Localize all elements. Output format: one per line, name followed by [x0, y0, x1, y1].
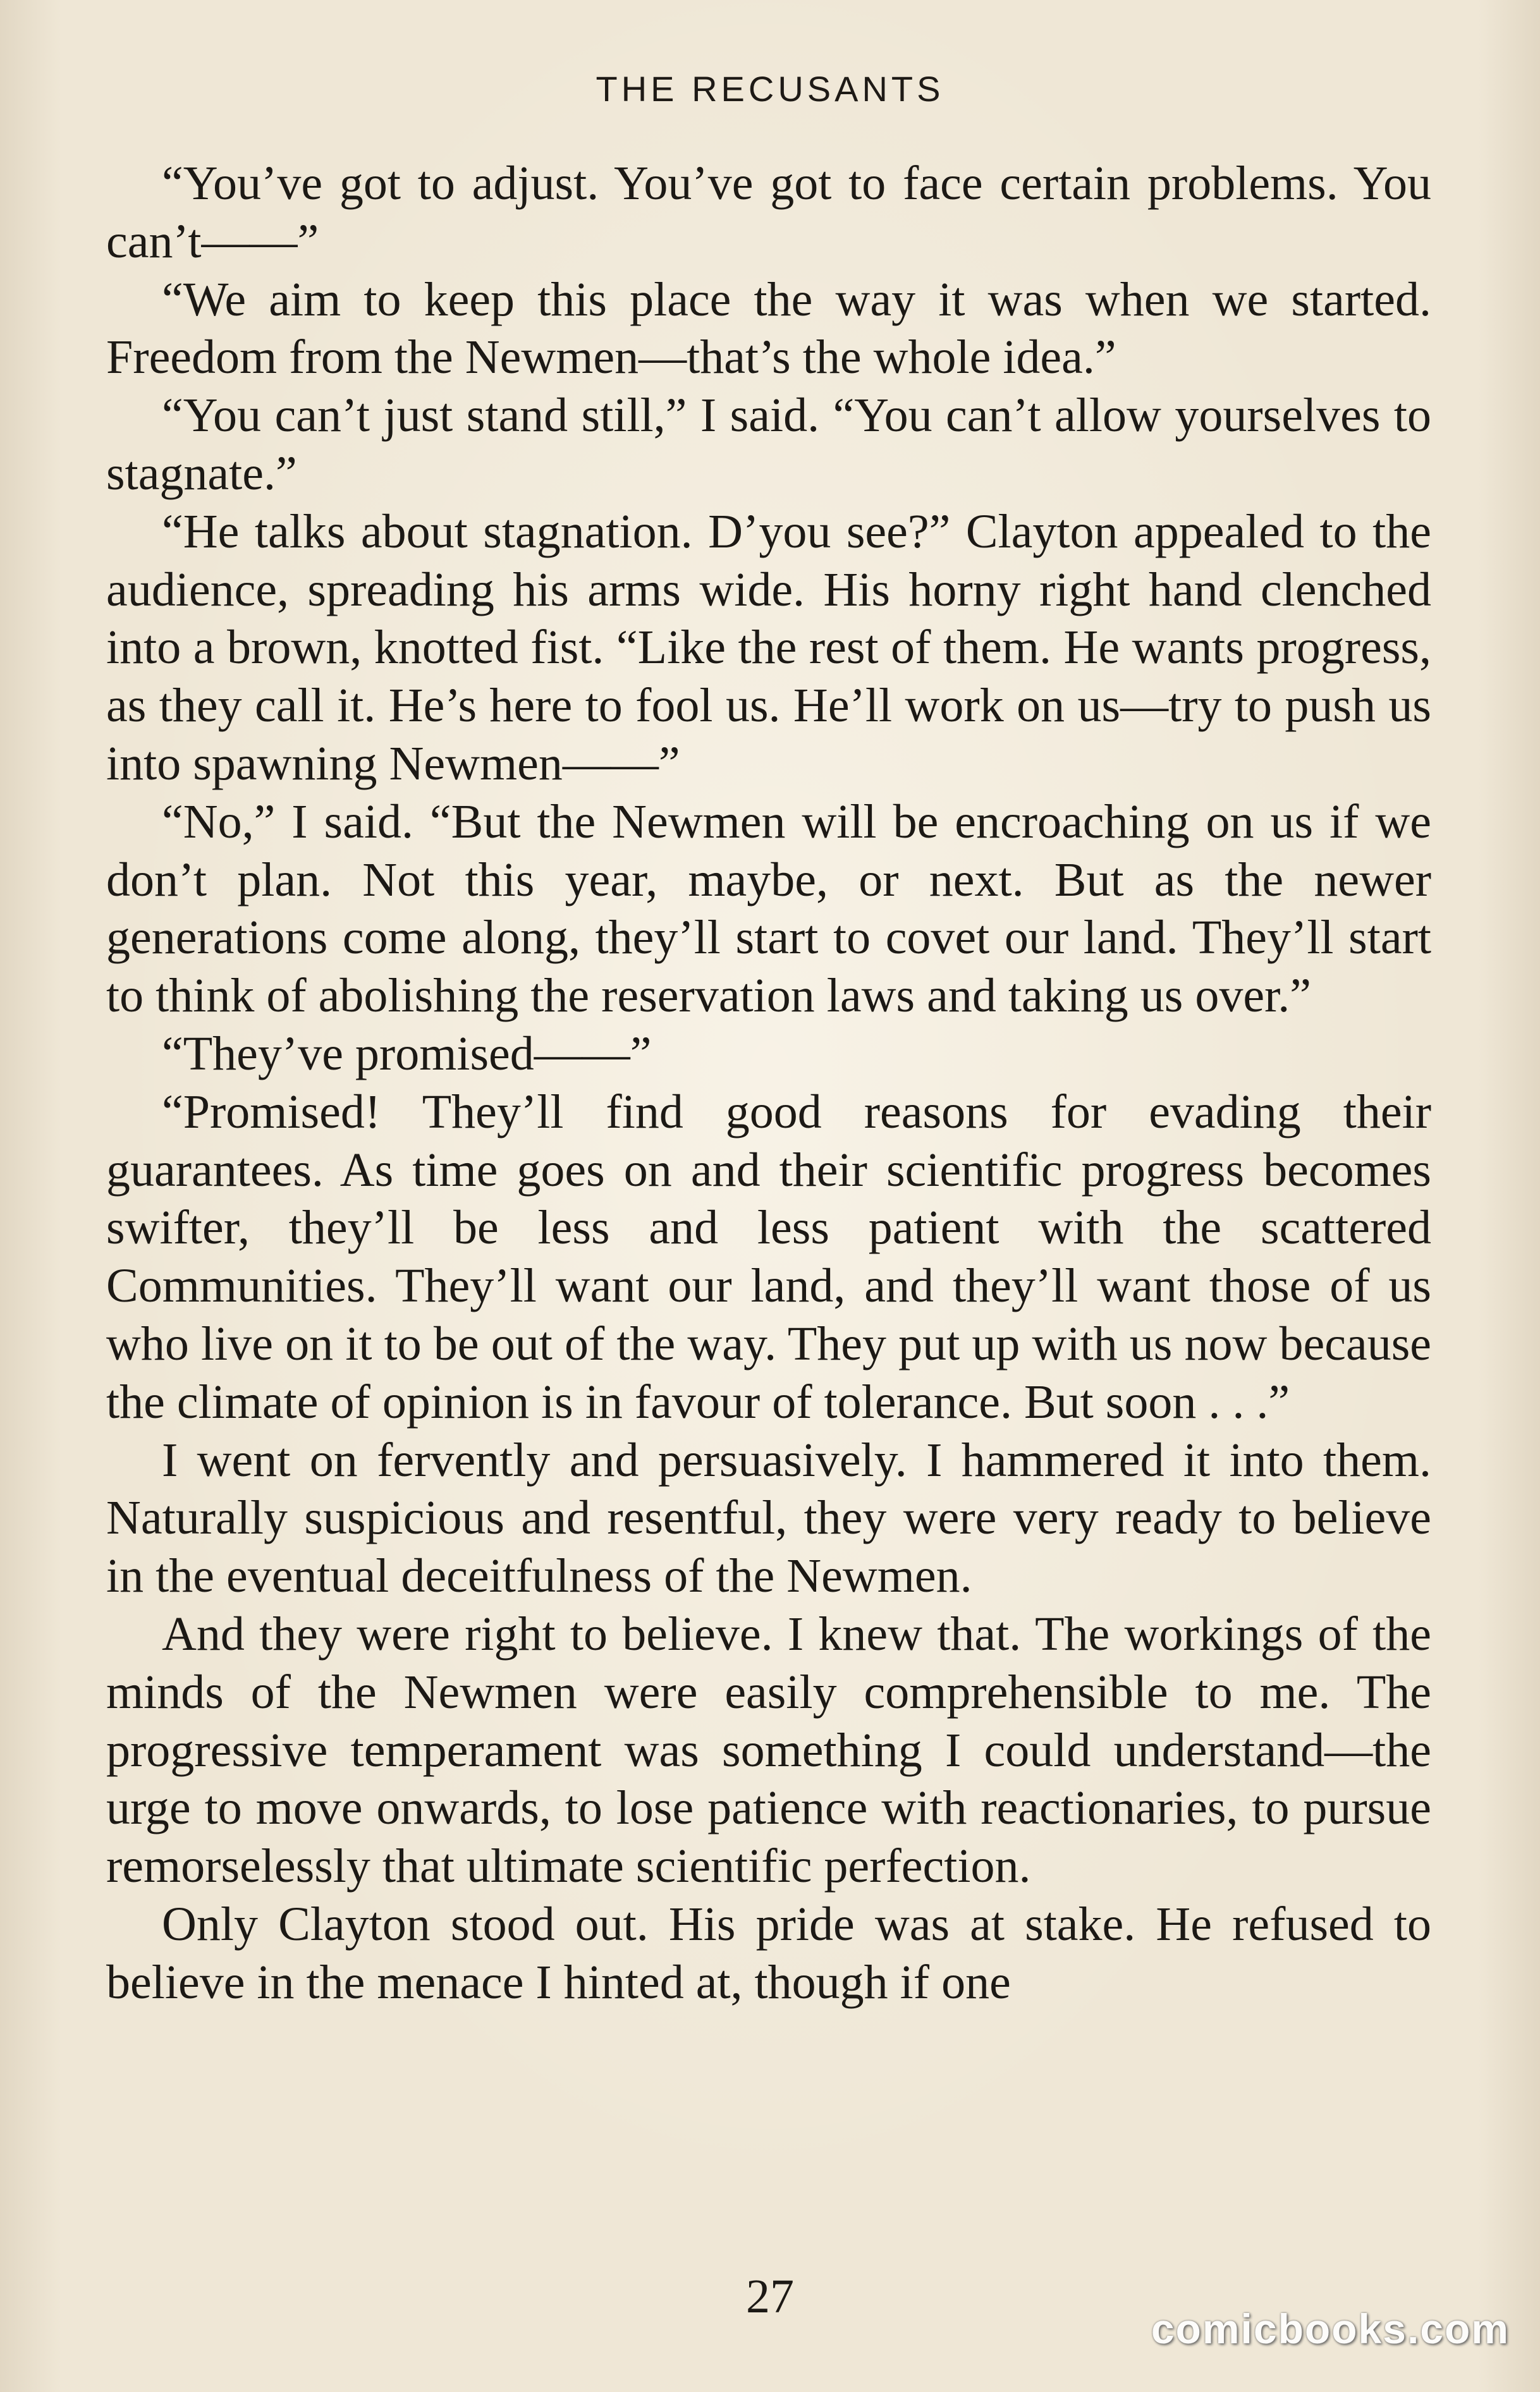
paragraph: “We aim to keep this place the way it was when we started. Freedom from the Newmen—that’s the whole idea.”: [106, 272, 1431, 384]
paragraph: “Promised! They’ll find good reasons for evading their guarantees. As time goes on and their scientific progress becomes swifter, they’ll be less and less patient with the scattered Communities. They’ll want our land, and they’ll want those of us who live on it to be out of the way. They put up with us now because the climate of opinion is in favour of tolerance. But soon . . .”: [106, 1085, 1431, 1429]
paragraph: Only Clayton stood out. His pride was at stake. He refused to believe in the menace I hinted at, though if one: [106, 1897, 1431, 2009]
watermark: comicbooks.com: [1151, 2305, 1510, 2352]
page-number: 27: [746, 2270, 794, 2323]
paragraph: “You’ve got to adjust. You’ve got to face certain problems. You can’t——”: [106, 157, 1431, 268]
paragraph: And they were right to believe. I knew that. The workings of the minds of the Newmen were easily comprehensible to me. The progressive temperament was something I could understand—the urge to move onwards, to lose patience with reactionaries, to pursue remorselessly that ultimate scientific perfection.: [106, 1607, 1431, 1893]
body-text: [106, 155, 1431, 2012]
paragraph: “They’ve promised——”: [162, 1027, 652, 1080]
paragraph: I went on fervently and persuasively. I hammered it into them. Naturally suspicious and resentful, they were very ready to believe in the eventual deceitfulness of the Newmen.: [106, 1433, 1431, 1603]
paragraph: “No,” I said. “But the Newmen will be encroaching on us if we don’t plan. Not this year, maybe, or next. But as the newer generations come along, they’ll start to covet our land. They’ll start to think of abolishing the reservation laws and taking us over.”: [106, 795, 1431, 1023]
paragraph: “He talks about stagnation. D’you see?” Clayton appealed to the audience, spreading his arms wide. His horny right hand clenched into a brown, knotted fist. “Like the rest of them. He wants progress, as they call it. He’s here to fool us. He’ll work on us—try to push us into spawning Newmen——”: [106, 504, 1431, 790]
paragraph: “You can’t just stand still,” I said. “You can’t allow yourselves to stagnate.”: [106, 389, 1431, 500]
running-head: THE RECUSANTS: [596, 69, 944, 109]
